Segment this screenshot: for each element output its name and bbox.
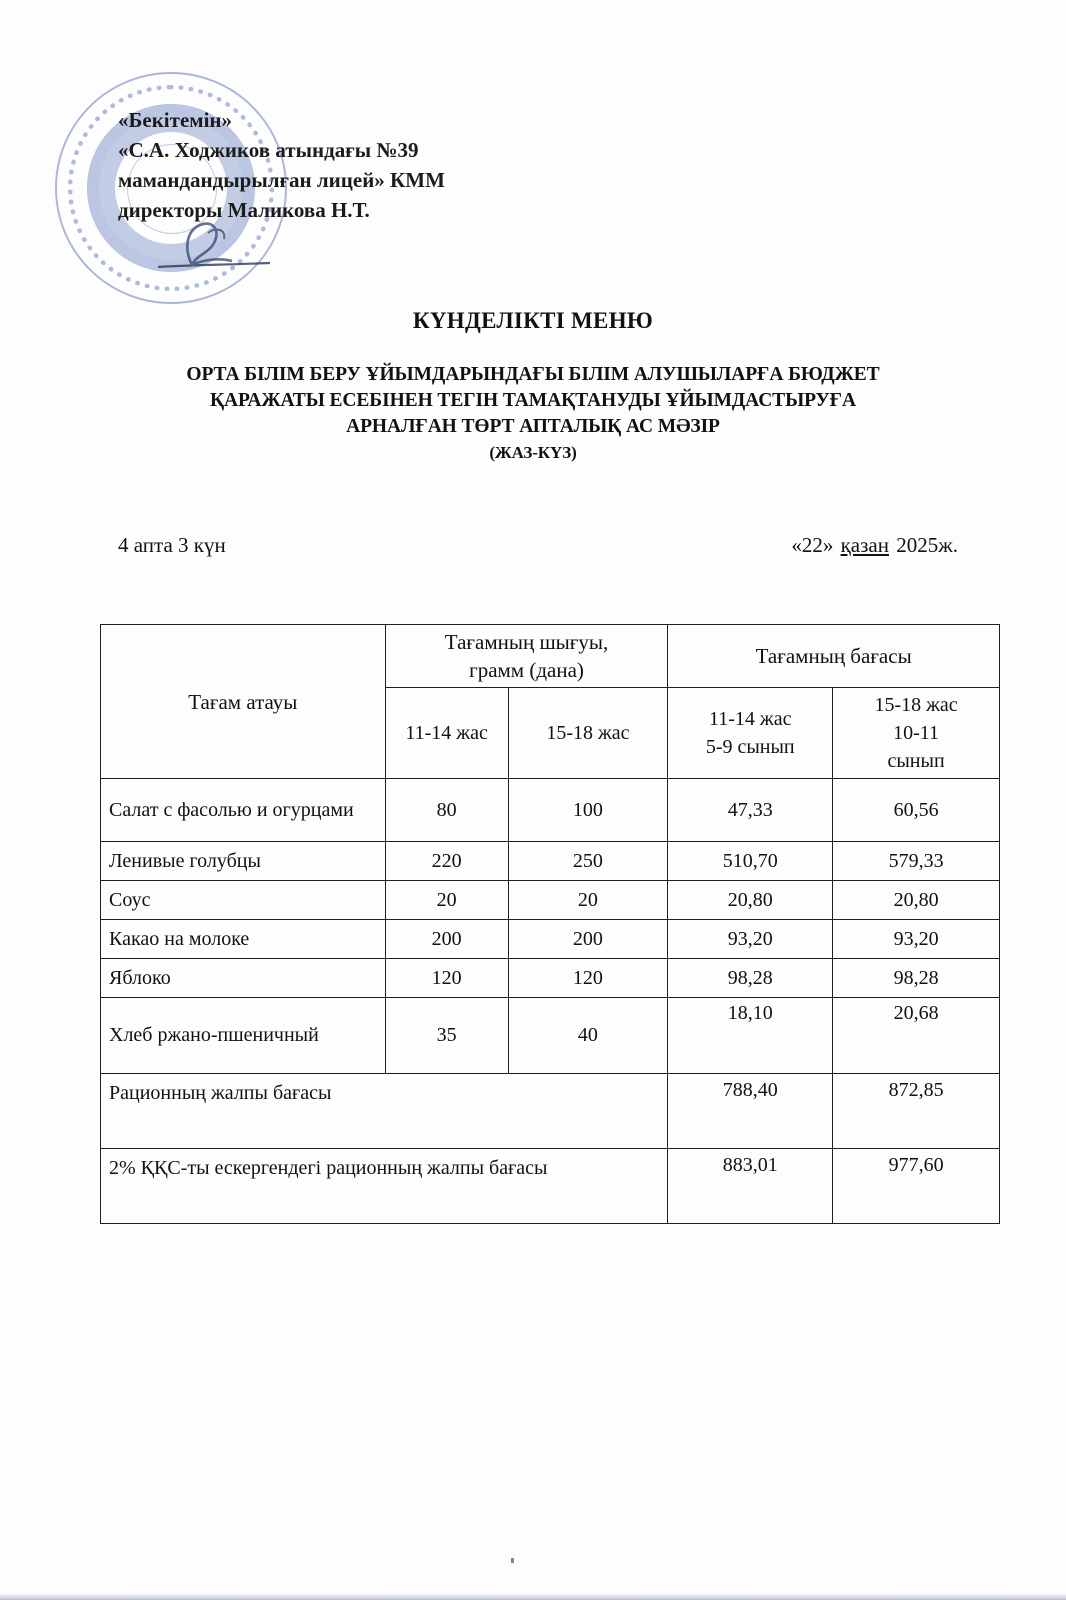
week-day-label: 4 апта 3 күн bbox=[118, 533, 226, 557]
approval-line-1: «Бекітемін» bbox=[118, 108, 233, 132]
header-price-age-11-14-line1: 11-14 жас bbox=[708, 708, 792, 730]
table-row bbox=[101, 881, 1000, 920]
table-row bbox=[101, 998, 1000, 1074]
cell-dish-name: Соус bbox=[101, 881, 386, 920]
header-portion-age-15-18: 15-18 жас bbox=[508, 688, 668, 779]
cell-portion-11-14: 80 bbox=[385, 779, 508, 842]
cell-portion-11-14: 120 bbox=[385, 959, 508, 998]
cell-dish-name: Яблоко bbox=[101, 959, 386, 998]
table-total-row bbox=[101, 1074, 1000, 1149]
cell-portion-15-18: 20 bbox=[508, 881, 668, 920]
header-price-age-15-18-line1: 15-18 жас bbox=[874, 694, 958, 716]
cell-total-label: Рационның жалпы бағасы bbox=[101, 1074, 668, 1149]
cell-price-11-14: 98,28 bbox=[668, 959, 833, 998]
cell-total-price-15-18: 872,85 bbox=[833, 1074, 1000, 1149]
table-head bbox=[101, 625, 1000, 779]
date-month: қазан bbox=[840, 533, 889, 557]
table-row bbox=[101, 779, 1000, 842]
header-price-age-11-14-line2: 5-9 сынып bbox=[705, 736, 795, 758]
cell-portion-11-14: 200 bbox=[385, 920, 508, 959]
header-price-age-15-18-line2: 10-11 bbox=[893, 722, 940, 744]
cell-price-15-18: 60,56 bbox=[833, 779, 1000, 842]
cell-price-15-18: 20,80 bbox=[833, 881, 1000, 920]
table-row bbox=[101, 920, 1000, 959]
cell-portion-11-14: 220 bbox=[385, 842, 508, 881]
cell-vat-price-11-14: 883,01 bbox=[668, 1149, 833, 1224]
table-body bbox=[101, 779, 1000, 1224]
header-price-age-15-18 bbox=[833, 688, 1000, 779]
date-day: «22» bbox=[791, 533, 834, 557]
header-portion-group bbox=[385, 625, 668, 688]
cell-price-11-14: 18,10 bbox=[668, 998, 833, 1074]
cell-dish-name: Салат с фасолью и огурцами bbox=[101, 779, 386, 842]
cell-total-price-11-14: 788,40 bbox=[668, 1074, 833, 1149]
subtitle-line-4: (ЖАЗ-КҮЗ) bbox=[489, 443, 577, 462]
cell-price-15-18: 93,20 bbox=[833, 920, 1000, 959]
meta-row bbox=[118, 533, 958, 558]
cell-price-11-14: 20,80 bbox=[668, 881, 833, 920]
cell-portion-11-14: 20 bbox=[385, 881, 508, 920]
cell-price-15-18: 20,68 bbox=[833, 998, 1000, 1074]
header-dish-name: Тағам атауы bbox=[101, 625, 386, 779]
subtitle-line-1: ОРТА БІЛІМ БЕРУ ҰЙЫМДАРЫНДАҒЫ БІЛІМ АЛУШЫЛАРҒА БЮДЖЕТ bbox=[186, 364, 880, 385]
page-bottom-edge bbox=[0, 1594, 1066, 1600]
cell-vat-price-15-18: 977,60 bbox=[833, 1149, 1000, 1224]
header-portion-group-line2: грамм (дана) bbox=[469, 658, 584, 682]
cell-portion-15-18: 40 bbox=[508, 998, 668, 1074]
document-title: КҮНДЕЛІКТІ МЕНЮ bbox=[412, 308, 654, 333]
cell-price-15-18: 98,28 bbox=[833, 959, 1000, 998]
header-portion-group-line1: Тағамның шығуы, bbox=[444, 630, 609, 654]
date-year: 2025ж. bbox=[896, 533, 958, 557]
table-vat-row bbox=[101, 1149, 1000, 1224]
scan-artifact-dot bbox=[511, 1558, 514, 1563]
subtitle-line-3: АРНАЛҒАН ТӨРТ АПТАЛЫҚ АС МӘЗІР bbox=[346, 416, 720, 437]
table-row bbox=[101, 842, 1000, 881]
approval-block bbox=[118, 105, 548, 225]
table-header-row-groups bbox=[101, 625, 1000, 688]
document-subtitle bbox=[133, 362, 933, 466]
cell-dish-name: Какао на молоке bbox=[101, 920, 386, 959]
cell-portion-15-18: 250 bbox=[508, 842, 668, 881]
header-price-group: Тағамның бағасы bbox=[668, 625, 1000, 688]
cell-price-11-14: 93,20 bbox=[668, 920, 833, 959]
date-label bbox=[791, 533, 958, 558]
cell-portion-15-18: 120 bbox=[508, 959, 668, 998]
cell-price-11-14: 47,33 bbox=[668, 779, 833, 842]
cell-vat-label: 2% ҚҚС-ты ескергендегі рационның жалпы бағасы bbox=[101, 1149, 668, 1224]
cell-portion-15-18: 100 bbox=[508, 779, 668, 842]
menu-table bbox=[100, 624, 1000, 1224]
cell-dish-name: Ленивые голубцы bbox=[101, 842, 386, 881]
approval-line-4: директоры Маликова Н.Т. bbox=[118, 198, 370, 222]
cell-price-11-14: 510,70 bbox=[668, 842, 833, 881]
subtitle-line-2: ҚАРАЖАТЫ ЕСЕБІНЕН ТЕГІН ТАМАҚТАНУДЫ ҰЙЫМДАСТЫРУҒА bbox=[210, 390, 856, 411]
cell-dish-name: Хлеб ржано-пшеничный bbox=[101, 998, 386, 1074]
header-portion-age-11-14: 11-14 жас bbox=[385, 688, 508, 779]
cell-portion-11-14: 35 bbox=[385, 998, 508, 1074]
header-price-age-11-14 bbox=[668, 688, 833, 779]
approval-line-3: мамандандырылған лицей» КММ bbox=[118, 168, 445, 192]
approval-line-2: «С.А. Ходжиков атындағы №39 bbox=[118, 138, 419, 162]
cell-price-15-18: 579,33 bbox=[833, 842, 1000, 881]
cell-portion-15-18: 200 bbox=[508, 920, 668, 959]
header-price-age-15-18-line3: сынып bbox=[887, 750, 945, 772]
table-row bbox=[101, 959, 1000, 998]
